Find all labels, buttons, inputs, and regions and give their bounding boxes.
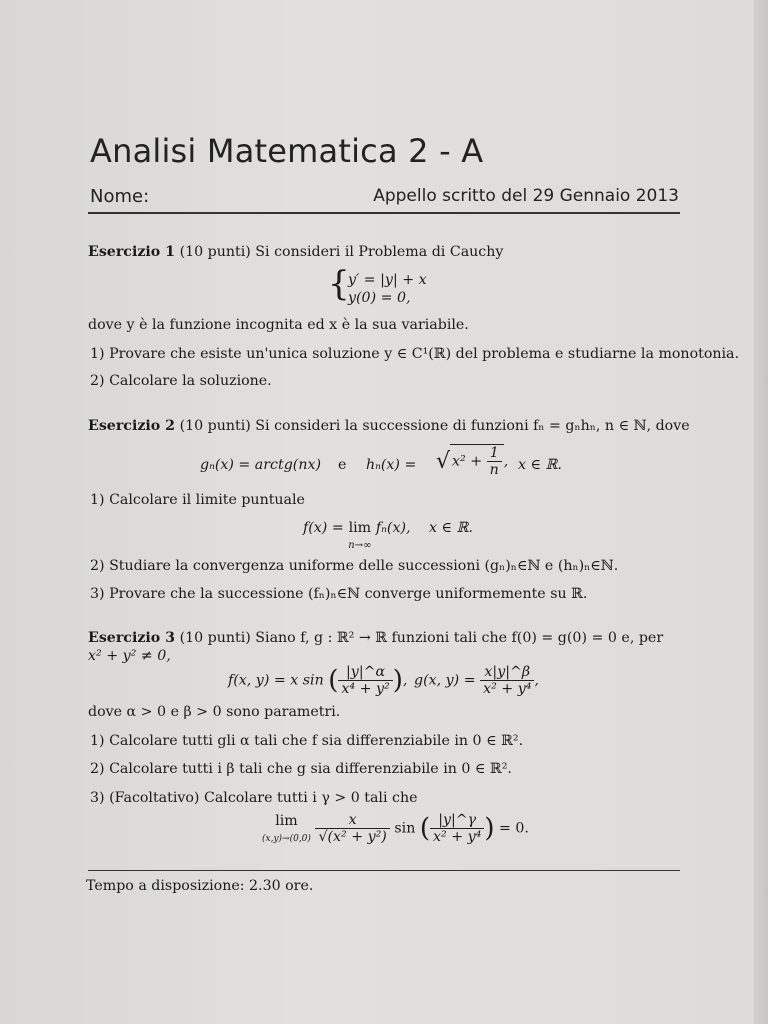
header-rule: [88, 212, 680, 214]
exam-date: Appello scritto del 29 Gennaio 2013: [373, 186, 679, 206]
ex1-description: dove y è la funzione incognita ed x è la sua variabile.: [88, 317, 469, 333]
page-edge-shadow: [754, 0, 768, 1024]
ex2-gn-definition: gₙ(x) = arctg(nx): [200, 457, 321, 473]
ex1-intro: [88, 244, 503, 260]
ex3-limit-eq: = 0.: [499, 820, 529, 837]
ex3-f-left: f(x, y) = x sin: [228, 672, 324, 689]
ex2-heading: Esercizio 2: [88, 418, 176, 434]
ex2-frac-den: n: [489, 462, 499, 478]
ex3-limit-num2: |y|^γ: [430, 812, 484, 829]
ex3-limit-den2: x² + y⁴: [433, 829, 482, 845]
ex1-equation-2: y(0) = 0,: [348, 290, 411, 306]
ex2-limit: [303, 520, 473, 552]
ex2-limit-sub: n→∞: [348, 540, 372, 551]
ex3-f-den: x⁴ + y²: [341, 681, 390, 697]
ex3-limit-op: lim: [275, 812, 298, 829]
name-label: Nome:: [90, 186, 150, 207]
ex3-intro: [88, 630, 663, 646]
ex3-intro-text: (10 punti) Siano f, g : ℝ² → ℝ funzioni tali che f(0) = g(0) = 0 e, per: [175, 630, 664, 646]
ex3-g-definition: g(x, y) = $\frac{x|y|\^{}\beta}{\text{x² + y⁴}}$ ,: [414, 664, 539, 697]
ex2-hn-left: hₙ(x) =: [366, 457, 417, 473]
ex3-g-num: x|y|^β: [480, 664, 534, 681]
ex3-intro-2: x² + y² ≠ 0,: [88, 648, 171, 664]
ex2-frac-num: 1: [487, 445, 502, 462]
ex3-g-left: g(x, y) =: [414, 672, 476, 689]
ex3-heading: Esercizio 3: [88, 630, 176, 646]
exam-title: Analisi Matematica 2 - A: [90, 132, 484, 170]
ex2-hn-root: √ x² + $\frac{1}{n}$ ,: [436, 445, 509, 478]
ex2-and: e: [338, 457, 347, 473]
ex2-intro: [88, 418, 690, 434]
ex3-limit-den: √(x² + y²): [318, 829, 387, 845]
ex3-question-2: 2) Calcolare tutti i β tali che g sia differenziabile in 0 ∈ ℝ².: [90, 761, 512, 777]
ex1-question-1: 1) Provare che esiste un'unica soluzione y ∈ C¹(ℝ) del problema e studiarne la monotonia.: [90, 346, 740, 362]
ex3-question-3: 3) (Facoltativo) Calcolare tutti i γ > 0 tali che: [90, 790, 418, 806]
system-brace: {: [328, 264, 350, 304]
ex3-limit-sub: (x,y)→(0,0): [262, 833, 311, 844]
time-allowed: Tempo a disposizione: 2.30 ore.: [86, 878, 314, 894]
ex2-root-term: x² +: [452, 453, 483, 470]
ex3-limit-num: x: [315, 812, 389, 829]
ex1-equation-1: y′ = |y| + x: [348, 272, 427, 288]
ex2-intro-text: (10 punti) Si consideri la successione di funzioni fₙ = gₙhₙ, n ∈ ℕ, dove: [175, 418, 690, 434]
ex2-limit-right: fₙ(x),: [375, 520, 411, 536]
ex2-domain: x ∈ ℝ.: [518, 457, 562, 473]
ex3-description: dove α > 0 e β > 0 sono parametri.: [88, 704, 341, 720]
ex3-question-1: 1) Calcolare tutti gli α tali che f sia differenziabile in 0 ∈ ℝ².: [90, 733, 524, 749]
ex2-question-1: 1) Calcolare il limite puntuale: [90, 492, 305, 508]
ex1-heading: Esercizio 1: [88, 244, 176, 260]
footer-rule: [88, 870, 680, 871]
ex2-limit-left: f(x) =: [303, 520, 344, 536]
ex3-f-definition: f(x, y) = x sin ( $\frac{|y|\^{}\alpha}{\text{x⁴ + y²}}$ ),: [228, 664, 408, 697]
ex2-question-2: 2) Studiare la convergenza uniforme delle successioni (gₙ)ₙ∈ℕ e (hₙ)ₙ∈ℕ.: [90, 558, 619, 574]
ex2-question-3: 3) Provare che la successione (fₙ)ₙ∈ℕ converge uniformemente su ℝ.: [90, 586, 588, 602]
ex2-limit-domain: x ∈ ℝ.: [429, 520, 473, 536]
ex1-question-2: 2) Calcolare la soluzione.: [90, 373, 272, 389]
ex3-f-num: |y|^α: [338, 664, 392, 681]
ex3-limit-sin: sin: [394, 820, 416, 837]
ex3-g-den: x² + y⁴: [483, 681, 532, 697]
ex1-intro-text: (10 punti) Si consideri il Problema di Cauchy: [175, 244, 504, 260]
ex3-limit: lim (x,y)→(0,0) $\frac{x}{\text{√(x² + y²)}}$ sin ( $\frac{|y|\^{}\gamma}{\text{x² + y⁴}}$ ) = 0.: [262, 812, 529, 845]
ex2-limit-op: lim: [348, 520, 372, 536]
